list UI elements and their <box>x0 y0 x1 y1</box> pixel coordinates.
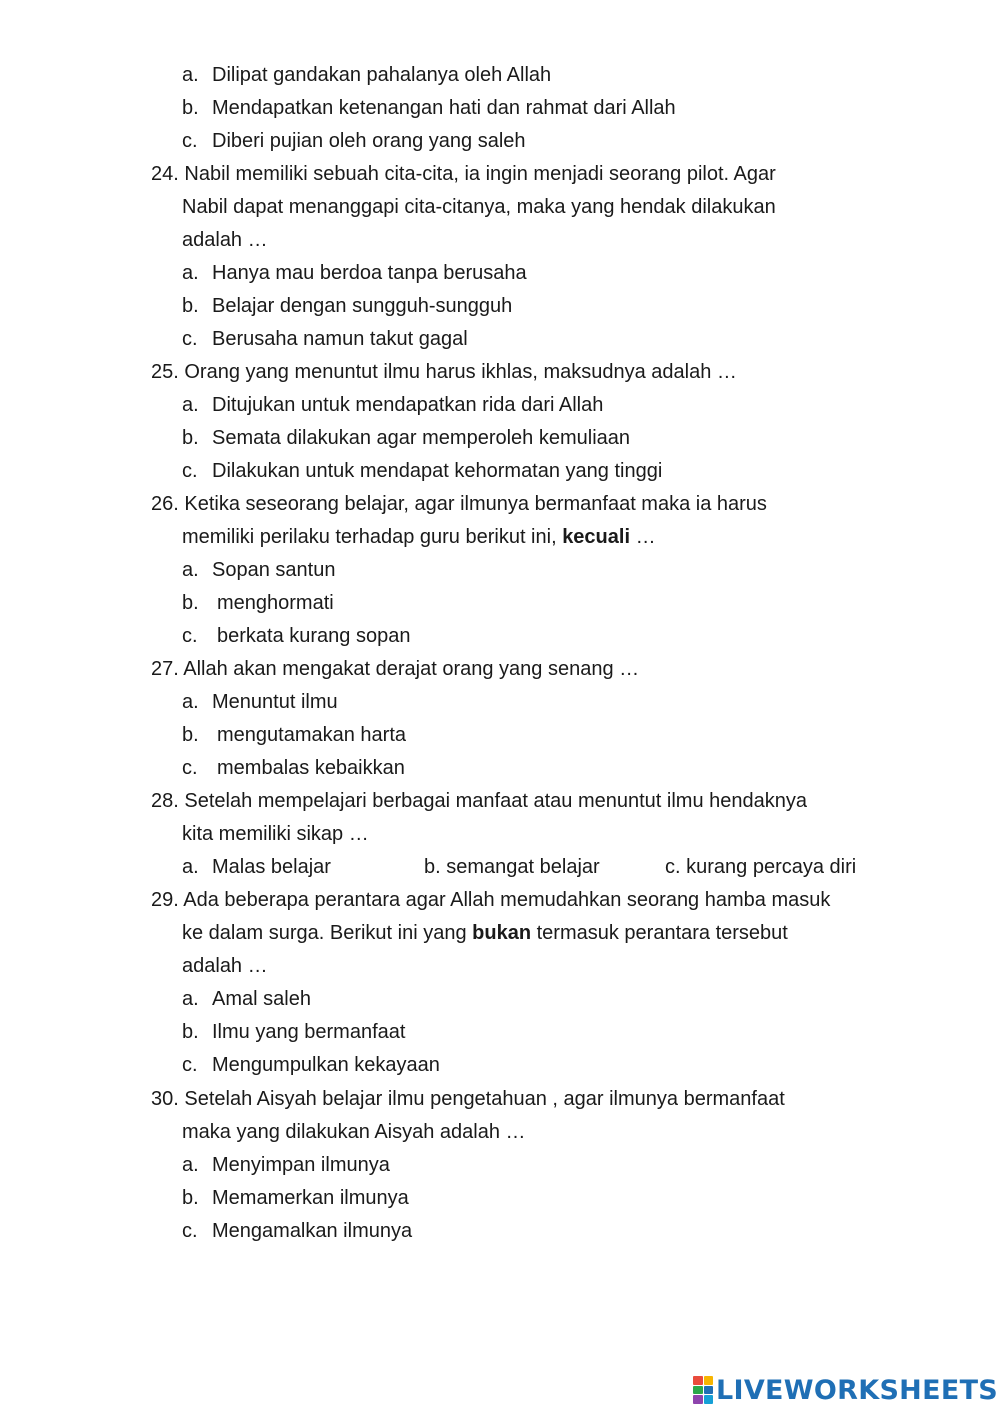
q26-question: 26. Ketika seseorang belajar, agar ilmunya bermanfaat maka ia harus <box>151 493 767 515</box>
q25-option-b: b. Semata dilakukan agar memperoleh kemuliaan <box>182 427 631 449</box>
q27-question: 27. Allah akan mengakat derajat orang yang senang … <box>151 658 640 680</box>
liveworksheets-brand[interactable] <box>693 1372 998 1408</box>
q30-option-b: b. Memamerkan ilmunya <box>182 1187 409 1209</box>
q29-option-b: b. Ilmu yang bermanfaat <box>182 1021 406 1043</box>
q26-option-b: b. menghormati <box>182 592 334 614</box>
q27-option-a: a. Menuntut ilmu <box>182 691 338 713</box>
q30-option-c: c. Mengamalkan ilmunya <box>182 1220 413 1242</box>
q28-option-a: a. Malas belajar <box>182 856 331 878</box>
q26-emphasis: kecuali <box>562 526 631 548</box>
q28-question-line2: kita memiliki sikap … <box>182 823 369 845</box>
q26-option-c: c. berkata kurang sopan <box>182 625 411 647</box>
q25-question: 25. Orang yang menuntut ilmu harus ikhlas, maksudnya adalah … <box>151 361 737 383</box>
q29-emphasis: bukan <box>472 922 532 944</box>
q29-option-a: a. Amal saleh <box>182 988 311 1010</box>
q27-option-b: b. mengutamakan harta <box>182 724 407 746</box>
q24-option-a: a. Hanya mau berdoa tanpa berusaha <box>182 262 527 284</box>
q27-option-c: c. membalas kebaikkan <box>182 757 405 779</box>
q23-option-b: b. Mendapatkan ketenangan hati dan rahmat dari Allah <box>182 97 676 119</box>
q24-option-b: b. Belajar dengan sungguh-sungguh <box>182 295 513 317</box>
q25-option-c: c. Dilakukan untuk mendapat kehormatan yang tinggi <box>182 460 663 482</box>
q29-question-line3: adalah … <box>182 955 268 977</box>
q24-question-line3: adalah … <box>182 229 268 251</box>
q28-option-c: c. kurang percaya diri <box>665 856 857 878</box>
q26-option-a: a. Sopan santun <box>182 559 336 581</box>
q30-option-a: a. Menyimpan ilmunya <box>182 1154 390 1176</box>
q24-question: 24. Nabil memiliki sebuah cita-cita, ia ingin menjadi seorang pilot. Agar <box>151 163 776 185</box>
q23-option-c: c. Diberi pujian oleh orang yang saleh <box>182 130 526 152</box>
q24-question-line2: Nabil dapat menanggapi cita-citanya, maka yang hendak dilakukan <box>182 196 776 218</box>
q29-question-line2: ke dalam surga. Berikut ini yang bukan termasuk perantara tersebut <box>182 922 788 944</box>
q23-option-a: a. Dilipat gandakan pahalanya oleh Allah <box>182 64 552 86</box>
q25-option-a: a. Ditujukan untuk mendapatkan rida dari Allah <box>182 394 604 416</box>
q29-question: 29. Ada beberapa perantara agar Allah memudahkan seorang hamba masuk <box>151 889 831 911</box>
q28-option-b: b. semangat belajar <box>424 856 600 878</box>
q28-question: 28. Setelah mempelajari berbagai manfaat atau menuntut ilmu hendaknya <box>151 790 807 812</box>
liveworksheets-logo-icon <box>693 1376 713 1404</box>
q29-option-c: c. Mengumpulkan kekayaan <box>182 1054 440 1076</box>
q30-question: 30. Setelah Aisyah belajar ilmu pengetahuan , agar ilmunya bermanfaat <box>151 1088 785 1110</box>
q30-question-line2: maka yang dilakukan Aisyah adalah … <box>182 1121 526 1143</box>
brand-name: LIVEWORKSHEETS <box>716 1374 999 1406</box>
q24-option-c: c. Berusaha namun takut gagal <box>182 328 468 350</box>
q26-question-line2: memiliki perilaku terhadap guru berikut ini, kecuali … <box>182 526 656 548</box>
